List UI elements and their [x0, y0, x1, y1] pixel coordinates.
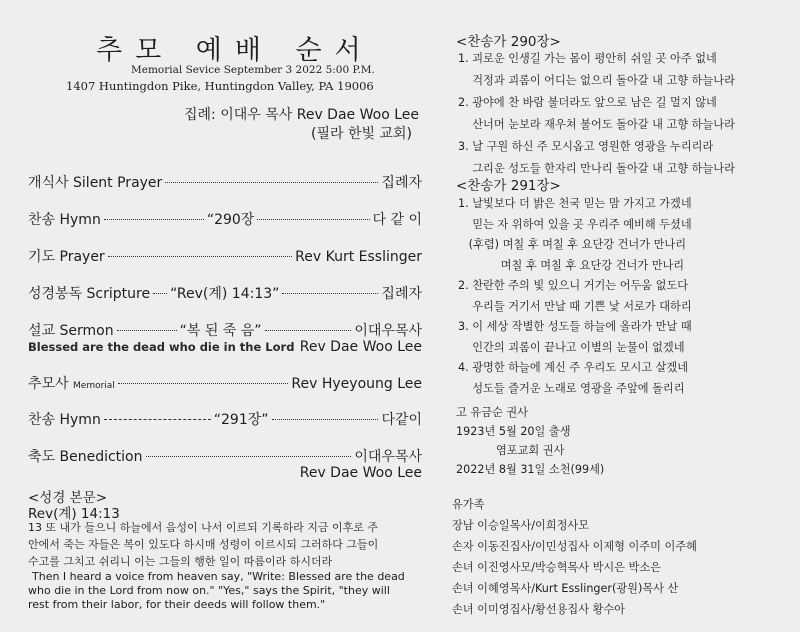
lyric-line: 1. 괴로운 인생길 가는 몸이 평안히 쉬일 곳 아주 없네: [458, 52, 717, 65]
order-value: 이대우목사: [354, 449, 422, 465]
deceased-church: 염포교회 권사: [496, 444, 565, 457]
leader-dots: [153, 293, 167, 294]
leader-dots: [117, 330, 177, 331]
leader-dots: [272, 419, 379, 420]
order-value: Rev Kurt Esslinger: [295, 249, 422, 265]
lyric-line: 2. 광야에 찬 바람 불더라도 앞으로 남은 길 멀지 않네: [458, 96, 717, 109]
lyric-line: 1. 날빛보다 더 밝은 천국 믿는 맘 가지고 가겠네: [458, 197, 692, 210]
leader-dots: [257, 219, 369, 220]
deceased-death: 2022년 8월 31일 소천(99세): [456, 463, 605, 476]
order-value: 집례자: [381, 286, 422, 302]
order-item-memorial: [28, 373, 422, 393]
service-date: Memorial Sevice September 3 2022 5:00 P.M.: [131, 64, 375, 76]
order-value: 이대우목사: [354, 323, 422, 339]
order-value: Rev Hyeyoung Lee: [291, 376, 422, 392]
scripture-english: [28, 570, 405, 612]
order-label: 성경봉독 Scripture: [28, 286, 151, 302]
officiant-church: (필라 한빛 교회): [311, 126, 412, 142]
benediction-speaker-en: Rev Dae Woo Lee: [299, 465, 422, 481]
scripture-line: 수고를 그치고 쉬리니 이는 그들의 행한 일이 따름이라 하시더라: [28, 555, 333, 568]
leader-dots: [104, 219, 204, 220]
page-title: 추모 예배 순서: [96, 35, 374, 66]
order-item-hymn-290: [28, 209, 422, 229]
lyric-line: 산너머 눈보라 재우쳐 불어도 돌아갈 내 고향 하늘나라: [458, 118, 735, 131]
family-heading: 유가족: [452, 498, 485, 511]
order-item-sermon: [28, 320, 422, 340]
order-value: 집례자: [381, 175, 422, 191]
family-line: 손자 이동진집사/이민성집사 이제형 이주미 이주혜: [452, 540, 697, 553]
service-address: 1407 Huntingdon Pike, Huntingdon Valley, PA 19006: [66, 79, 374, 93]
scripture-heading: <성경 본문>: [28, 490, 108, 506]
order-item-silent-prayer: [28, 172, 422, 192]
order-label: 찬송 Hymn: [28, 212, 101, 228]
scripture-line: rest from their labor, for their deeds will follow them.": [28, 598, 326, 611]
family-line: 손녀 이진영사모/박승혁목사 박시은 박소은: [452, 561, 661, 574]
order-label: 기도 Prayer: [28, 249, 105, 265]
order-label: 추모사 Memorial: [28, 376, 115, 392]
lyric-line: 믿는 자 위하여 있을 곳 우리주 예비해 두셨네: [458, 217, 692, 231]
order-middle: “Rev(계) 14:13”: [170, 286, 280, 302]
family-line: 장남 이승일목사/이희정사모: [452, 519, 590, 532]
sermon-subtitle: Blessed are the dead who die in the Lord: [28, 340, 295, 354]
lyric-line: 그리운 성도들 한자리 만나리 돌아갈 내 고향 하늘나라: [458, 162, 735, 175]
leader-dots: [108, 256, 292, 257]
order-middle: “복 된 죽 음”: [179, 323, 262, 339]
deceased-info: [456, 403, 604, 479]
scripture-line: Then I heard a voice from heaven say, "Write: Blessed are the dead: [32, 570, 405, 583]
lyric-line: 3. 날 구원 하신 주 모시옵고 영원한 영광을 누리리라: [458, 140, 714, 153]
leader-dots: [118, 383, 289, 384]
order-item-prayer: [28, 246, 422, 266]
hymn-290-heading: <찬송가 290장>: [456, 34, 561, 50]
scripture-line: 안에서 죽는 자들은 복이 있도다 하시매 성령이 이르시되 그러하다 그들이: [28, 538, 379, 551]
deceased-name: 고 유금순 권사: [456, 406, 528, 419]
leader-dashes: [104, 419, 211, 420]
lyric-line: 인간의 괴롬이 끝나고 이별의 눈물이 없겠네: [458, 340, 685, 354]
lyric-line: 2. 찬란한 주의 빛 있으니 거기는 어두움 없도다: [458, 279, 689, 292]
lyric-line: 성도들 즐거운 노래로 영광을 주앞에 돌리리: [458, 381, 685, 395]
family-list: [452, 494, 697, 620]
sermon-speaker-en: Rev Dae Woo Lee: [299, 339, 422, 355]
lyric-line: 우리들 거기서 만날 때 기쁜 낯 서로가 대하리: [458, 299, 692, 313]
order-value: 다같이: [381, 412, 423, 428]
hymn-291-lyrics: [458, 194, 692, 399]
order-label: 개식사 Silent Prayer: [28, 175, 163, 191]
order-item-scripture: [28, 283, 422, 303]
leader-dots: [165, 182, 378, 183]
order-label: 설교 Sermon: [28, 323, 114, 339]
order-label-small: Memorial: [73, 381, 115, 391]
order-label: 축도 Benediction: [28, 449, 143, 465]
lyric-line: (후렴) 며칠 후 며칠 후 요단강 건너가 만나리: [458, 238, 687, 251]
order-item-benediction: [28, 446, 422, 466]
leader-dots: [282, 293, 378, 294]
scripture-reference: Rev(계) 14:13: [28, 506, 120, 522]
scripture-line: 13 또 내가 들으니 하늘에서 음성이 나서 이르되 기록하라 지금 이후로 주: [28, 521, 378, 534]
family-line: 손녀 이미영집사/황선용집사 황수아: [452, 603, 625, 616]
order-middle: “291장”: [213, 412, 269, 428]
leader-dots: [265, 330, 352, 331]
order-value: 다 같 이: [372, 212, 422, 228]
lyric-line: 며칠 후 며칠 후 요단강 건너가 만나리: [458, 258, 685, 272]
family-line: 손녀 이혜영목사/Kurt Esslinger(광원)목사 산: [452, 582, 679, 595]
lyric-line: 걱정과 괴롬이 어디는 없으리 돌아갈 내 고향 하늘나라: [458, 74, 735, 87]
hymn-291-heading: <찬송가 291장>: [456, 178, 561, 194]
order-label: 찬송 Hymn: [28, 412, 101, 428]
scripture-line: who die in the Lord from now on." "Yes," says the Spirit, "they will: [28, 584, 390, 597]
scripture-korean: [28, 519, 378, 570]
lyric-line: 4. 광명한 하늘에 계신 주 우리도 모시고 살겠네: [458, 361, 689, 374]
lyric-line: 3. 이 세상 작별한 성도들 하늘에 올라가 만날 때: [458, 320, 692, 333]
officiant: 집례: 이대우 목사 Rev Dae Woo Lee: [184, 107, 419, 123]
leader-dots: [146, 456, 352, 457]
deceased-birth: 1923년 5월 20일 출생: [456, 425, 571, 438]
order-item-hymn-291: [28, 409, 422, 429]
order-middle: “290장: [206, 212, 255, 228]
hymn-290-lyrics: [458, 48, 735, 180]
